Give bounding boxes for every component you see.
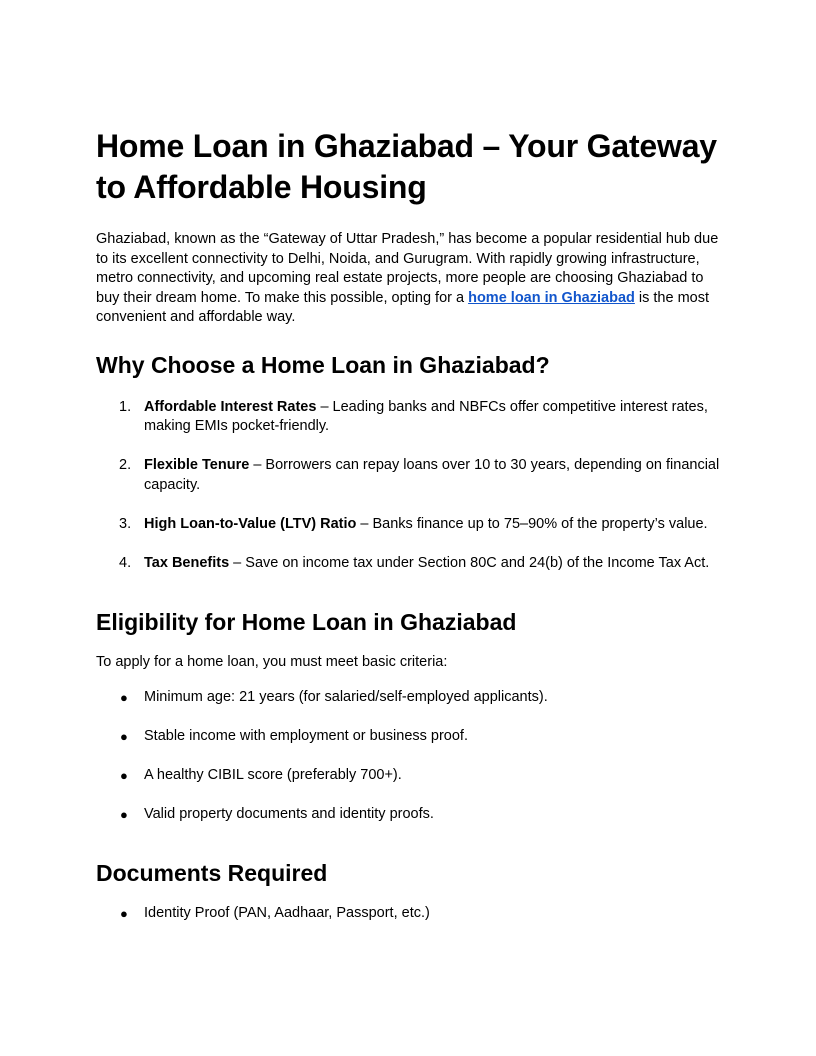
intro-text-before-link: Ghaziabad, known as the “Gateway of Uttar Pradesh,” has become a popular residential hub due to its excellent connectivity to Delhi, Noida, and Gurugram. With rapidly growing infrastructure, metro connectivity, and upcoming real estate projects, more people are choosing Ghaziabad to buy their dream home. To make this possible, opting for a: [96, 231, 719, 306]
bullet-icon: ●: [120, 728, 128, 744]
list-item: [96, 766, 720, 786]
list-item: [96, 398, 720, 437]
intro-paragraph: [96, 230, 720, 328]
reason-title: High Loan-to-Value (LTV) Ratio: [144, 515, 357, 532]
criterion-text: Minimum age: 21 years (for salaried/self-employed applicants).: [144, 688, 548, 705]
list-item: [96, 554, 720, 574]
bullet-icon: ●: [120, 689, 128, 705]
reason-text: – Leading banks and NBFCs offer competitive interest rates, making EMIs pocket-friendly.: [144, 398, 708, 434]
page-title: Home Loan in Ghaziabad – Your Gateway to Affordable Housing: [96, 128, 717, 205]
list-number: 4.: [119, 554, 132, 571]
eligibility-intro: To apply for a home loan, you must meet basic criteria:: [96, 654, 448, 670]
list-item: [96, 688, 720, 708]
why-heading: Why Choose a Home Loan in Ghaziabad?: [96, 351, 550, 378]
list-number: 1.: [119, 398, 132, 415]
bullet-icon: ●: [120, 806, 128, 822]
list-item: [96, 805, 720, 825]
criterion-text: Stable income with employment or business proof.: [144, 727, 468, 744]
reason-text: – Borrowers can repay loans over 10 to 30 years, depending on financial capacity.: [144, 457, 720, 493]
documents-heading: Documents Required: [96, 860, 328, 886]
eligibility-list: [96, 688, 720, 825]
reason-title: Affordable Interest Rates: [144, 398, 317, 415]
document-page: [96, 126, 720, 924]
list-item: [96, 515, 720, 535]
document-text: Identity Proof (PAN, Aadhaar, Passport, etc.): [144, 905, 430, 921]
list-item: [96, 727, 720, 747]
eligibility-heading: Eligibility for Home Loan in Ghaziabad: [96, 609, 517, 635]
list-number: 3.: [119, 515, 132, 532]
intro-text-after-link: is the most convenient and affordable way.: [96, 289, 710, 325]
reason-title: Tax Benefits: [144, 554, 230, 571]
reason-text: – Save on income tax under Section 80C and 24(b) of the Income Tax Act.: [229, 554, 710, 571]
criterion-text: A healthy CIBIL score (preferably 700+).: [144, 766, 402, 783]
bullet-icon: ●: [120, 906, 128, 921]
home-loan-link[interactable]: home loan in Ghaziabad: [468, 289, 635, 306]
reasons-list: [96, 398, 720, 574]
list-item: [96, 456, 720, 495]
reason-text: – Banks finance up to 75–90% of the property’s value.: [356, 515, 708, 532]
list-item: [96, 904, 720, 924]
list-number: 2.: [119, 457, 132, 473]
bullet-icon: ●: [120, 767, 128, 783]
reason-title: Flexible Tenure: [144, 457, 250, 473]
criterion-text: Valid property documents and identity proofs.: [144, 805, 434, 822]
documents-list: [96, 904, 720, 924]
